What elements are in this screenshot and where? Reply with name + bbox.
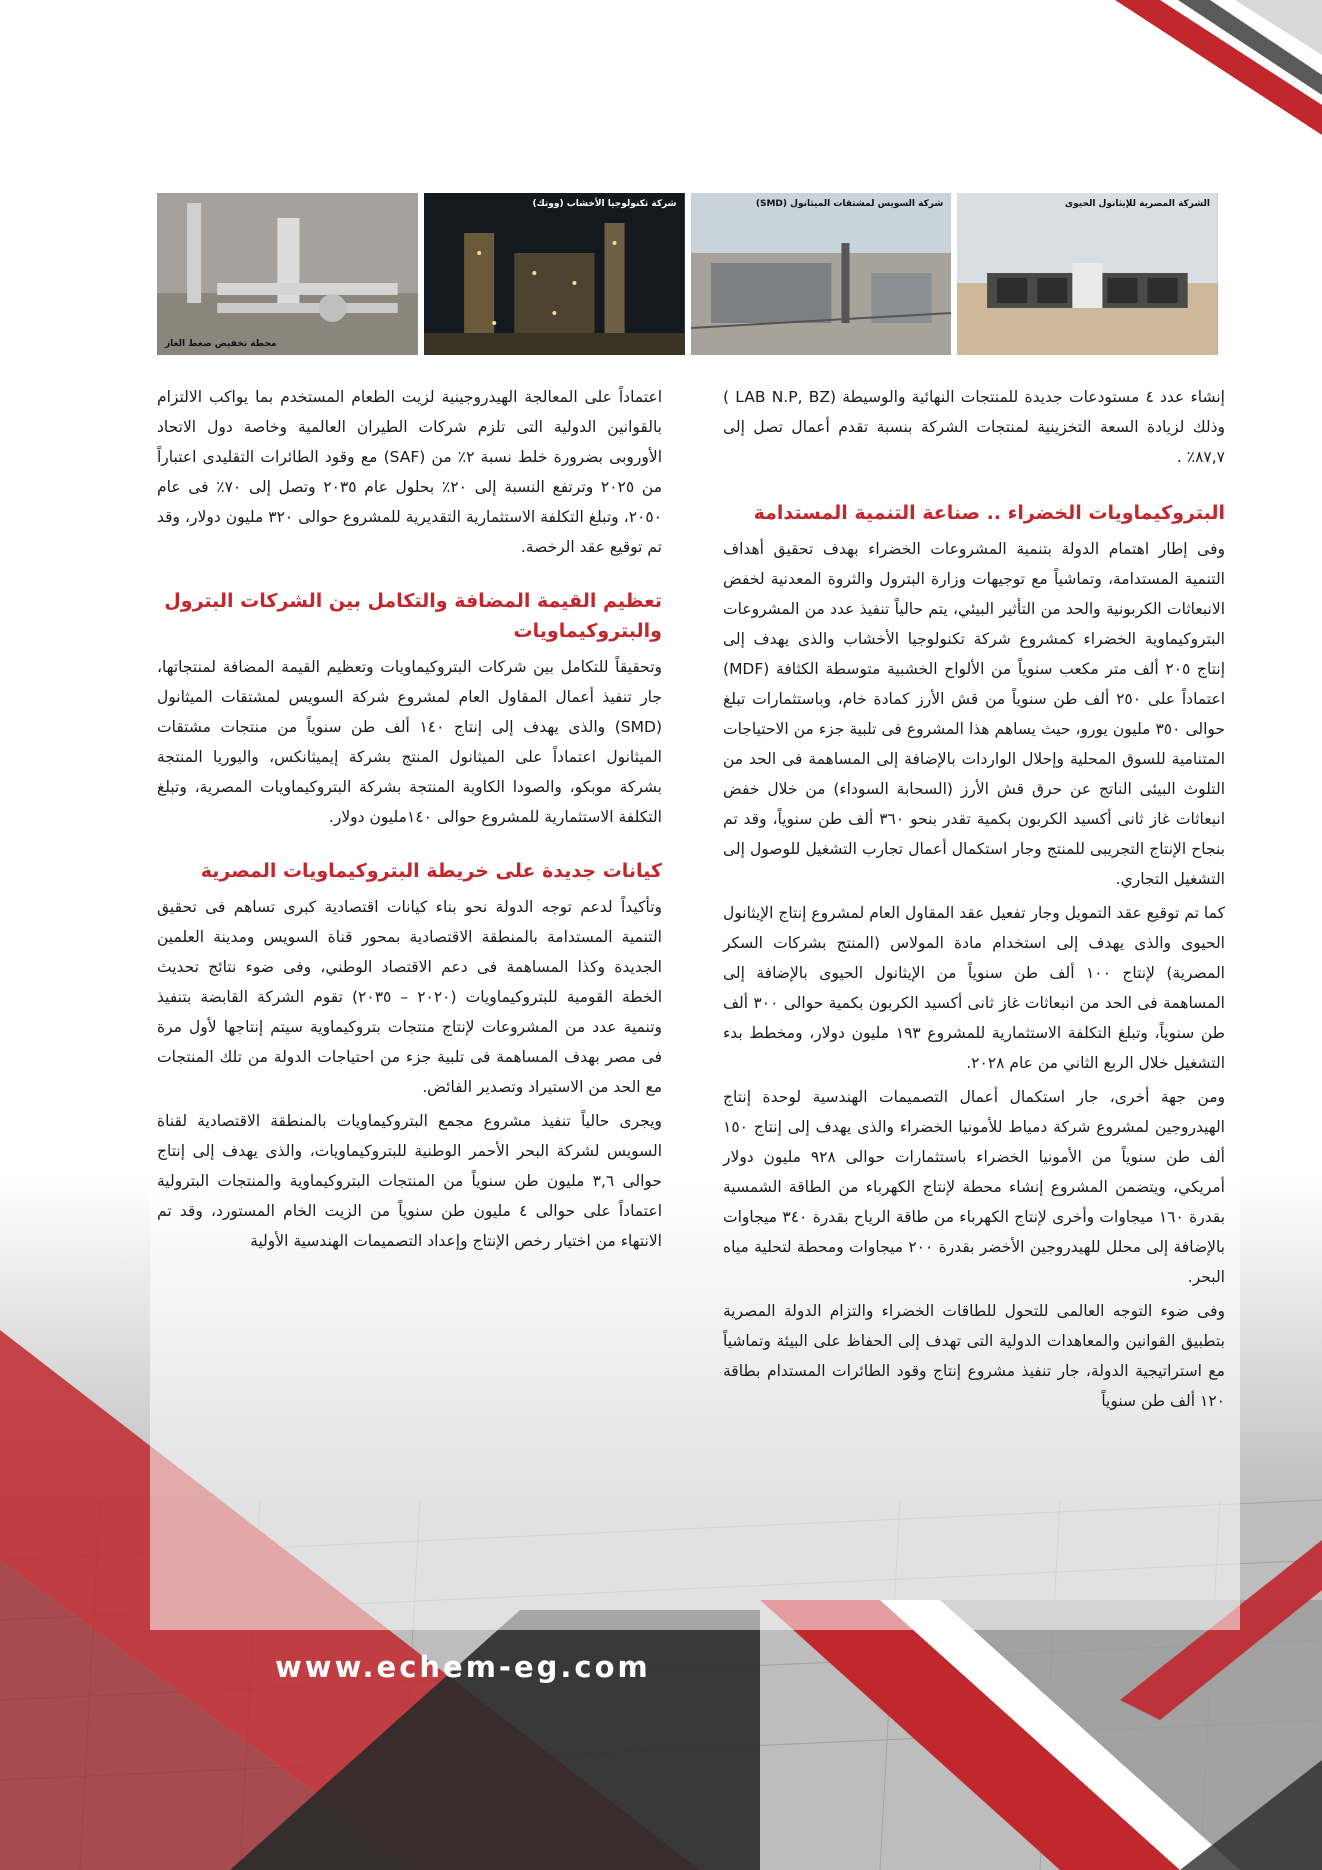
- paragraph: ويجرى حالياً تنفيذ مشروع مجمع البتروكيماويات بالمنطقة الاقتصادية لقناة السويس لشركة البحر الأحمر الوطنية للبتروكيماويات، والذى يهدف إلى إنتاج حوالى ٣,٦ مليون طن سنوياً من المنتجات البتروكيماوية والمنتجات البترولية اعتماداً على حوالى ٤ مليون طن سنوياً من الزيت الخام المستورد، وقد تم الانتهاء من اختيار رخص الإنتاج وإعداد التصميمات الهندسية الأولية: [157, 1112, 663, 1250]
- paragraph: اعتماداً على المعالجة الهيدروجينية لزيت الطعام المستخدم بما يواكب الالتزام بالقوانين الدولية التى تلزم شركات الطيران العالمية وخاصة دول الاتحاد الأوروبى بضرورة خلط نسبة ٢٪ من (SAF) مع وقود الطائرات التقليدى اعتباراً من ٢٠٢٥ وترتفع النسبة إلى ٢٠٪ بحلول عام ٢٠٣٥ وتصل إلى ٧٠٪ فى عام ٢٠٥٠، وتبلغ التكلفة الاستثمارية التقديرية للمشروع حوالى ٣٢٠ مليون دولار، وقد تم توقيع عقد الرخصة.: [157, 388, 663, 556]
- paragraph: وفى إطار اهتمام الدولة بتنمية المشروعات الخضراء بهدف تحقيق أهداف التنمية المستدامة، وتماشياً مع توجيهات وزارة البترول والثروة المعدنية لخفض الانبعاثات الكربونية والحد من التأثير البيئي، يتم حالياً تنفيذ عدد من المشروعات البتروكيماوية الخضراء كمشروع شركة تكنولوجيا الأخشاب والذى يهدف إلى إنتاج ٢٠٥ ألف متر مكعب سنوياً من الألواح الخشبية متوسطة الكثافة (MDF) اعتماداً على ٢٥٠ ألف طن سنوياً من قش الأرز كمادة خام، وباستثمارات تبلغ حوالى ٣٥٠ مليون يورو، حيث يساهم هذا المشروع فى تلبية جزء من الاحتياجات المتنامية للسوق المحلية وإحلال الواردات بالإضافة إلى المساهمة فى الحد من التلوث البيئى الناتج عن حرق قش الأرز (السحابة السوداء) من خلال خفض انبعاثات غاز ثانى أكسيد الكربون بكمية تقدر بنحو ٣٦٠ ألف طن سنوياً، وقد تم بنجاح الإنتاج التجريبى للمنتج وجار استكمال أعمال تجارب التشغيل للوصول إلى التشغيل التجاري.: [723, 540, 1226, 888]
- right-column: [723, 382, 1225, 1420]
- paragraph: وتحقيقاً للتكامل بين شركات البتروكيماويات وتعظيم القيمة المضافة لمنتجاتها، جار تنفيذ أعمال المقاول العام لمشروع شركة السويس لمشتقات الميثانول (SMD) والذى يهدف إلى إنتاج ١٤٠ ألف طن سنوياً من منتجات مشتقات الميثانول اعتماداً على الميثانول المنتج بشركة إيميثانكس، واليوريا المنتجة بشركة موبكو، والصودا الكاوية المنتجة بشركة البتروكيماويات المصرية، وتبلغ التكلفة الاستثمارية للمشروع حوالى ١٤٠مليون دولار.: [157, 658, 662, 826]
- photo-caption: الشركة المصرية للإيثانول الحيوى: [1064, 199, 1210, 209]
- photo-gas-station: [157, 193, 418, 355]
- wood-tech-plant-image: [424, 193, 685, 355]
- section-heading: البتروكيماويات الخضراء .. صناعة التنمية المستدامة: [753, 502, 1225, 524]
- ethanol-plant-image: [957, 193, 1218, 355]
- website-link[interactable]: www.echem-eg.com: [275, 1650, 651, 1684]
- smd-plant-image: [691, 193, 952, 355]
- paragraph: وفى ضوء التوجه العالمى للتحول للطاقات الخضراء والتزام الدولة المصرية بتطبيق القوانين والمعاهدات الدولية التى تهدف إلى الحفاظ على البيئة وتماشياً مع استراتيجية الدولة، جار تنفيذ مشروع إنتاج وقود الطائرات المستدام بطاقة ١٢٠ ألف طن سنوياً: [723, 1302, 1225, 1410]
- paragraph: وتأكيداً لدعم توجه الدولة نحو بناء كيانات اقتصادية كبرى تساهم فى تحقيق التنمية المستدامة بالمنطقة الاقتصادية بمحور قناة السويس ومدينة العلمين الجديدة وكذا المساهمة فى دعم الاقتصاد الوطني، وفى ضوء نتائج تحديث الخطة القومية للبتروكيماويات (٢٠٢٠ – ٢٠٣٥) تقوم الشركة القابضة بتنفيذ وتنمية عدد من المشروعات لإنتاج منتجات بتروكيماوية سيتم إنتاجها لأول مرة فى مصر بهدف المساهمة فى تلبية جزء من احتياجات الدولة من تلك المنتجات مع الحد من الاستيراد وتصدير الفائض.: [157, 898, 663, 1096]
- photo-smd-plant: [691, 193, 952, 355]
- photo-strip: [157, 193, 1218, 355]
- photo-ethanol-plant: [957, 193, 1218, 355]
- paragraph: كما تم توقيع عقد التمويل وجار تفعيل عقد المقاول العام لمشروع إنتاج الإيثانول الحيوى والذى يهدف إلى استخدام مادة المولاس (المنتج بشركات السكر المصرية) لإنتاج ١٠٠ ألف طن سنوياً من الإيثانول الحيوى بالإضافة إلى المساهمة فى الحد من انبعاثات غاز ثانى أكسيد الكربون بكمية حوالى ٣٠٠ ألف طن سنوياً، وتبلغ التكلفة الاستثمارية للمشروع ١٩٣ مليون دولار، ومخطط بدء التشغيل خلال الربع الثاني من عام ٢٠٢٨.: [723, 904, 1225, 1072]
- left-column: [157, 382, 662, 1260]
- section-heading: كيانات جديدة على خريطة البتروكيماويات المصرية: [200, 860, 662, 882]
- photo-caption: شركة تكنولوجيا الأخشاب (ووتك): [532, 199, 677, 209]
- section-heading: تعظيم القيمة المضافة والتكامل بين الشركات البترول والبتروكيماويات: [164, 590, 662, 642]
- paragraph: ومن جهة أخرى، جار استكمال أعمال التصميمات الهندسية لوحدة إنتاج الهيدروجين لمشروع شركة دمياط للأمونيا الخضراء والذى يهدف إلى إنتاج ١٥٠ ألف طن سنوياً من الأمونيا الخضراء باستثمارات حوالى ٩٢٨ مليون دولار أمريكي، ويتضمن المشروع إنشاء محطة لإنتاج الكهرباء من الطاقة الشمسية بقدرة ١٦٠ ميجاوات وأخرى لإنتاج الكهرباء من طاقة الرياح بقدرة ٣٤٠ ميجاوات بالإضافة إلى محلل للهيدروجين الأخضر بقدرة ٢٠٠ ميجاوات ومحطة لتحلية مياه البحر.: [723, 1088, 1226, 1286]
- photo-caption: محطة تخفيض ضغط الغاز: [165, 339, 277, 349]
- photo-caption: شركة السويس لمشتقات الميثانول (SMD): [755, 199, 944, 209]
- paragraph: إنشاء عدد ٤ مستودعات جديدة للمنتجات النهائية والوسيطة (LAB N.P, BZ ) وذلك لزيادة السعة التخزينية لمنتجات الشركة بنسبة تقدم أعمال تصل إلى ٨٧,٧٪ .: [723, 388, 1225, 466]
- photo-wood-tech-plant: [424, 193, 685, 355]
- gas-station-image: [157, 193, 418, 355]
